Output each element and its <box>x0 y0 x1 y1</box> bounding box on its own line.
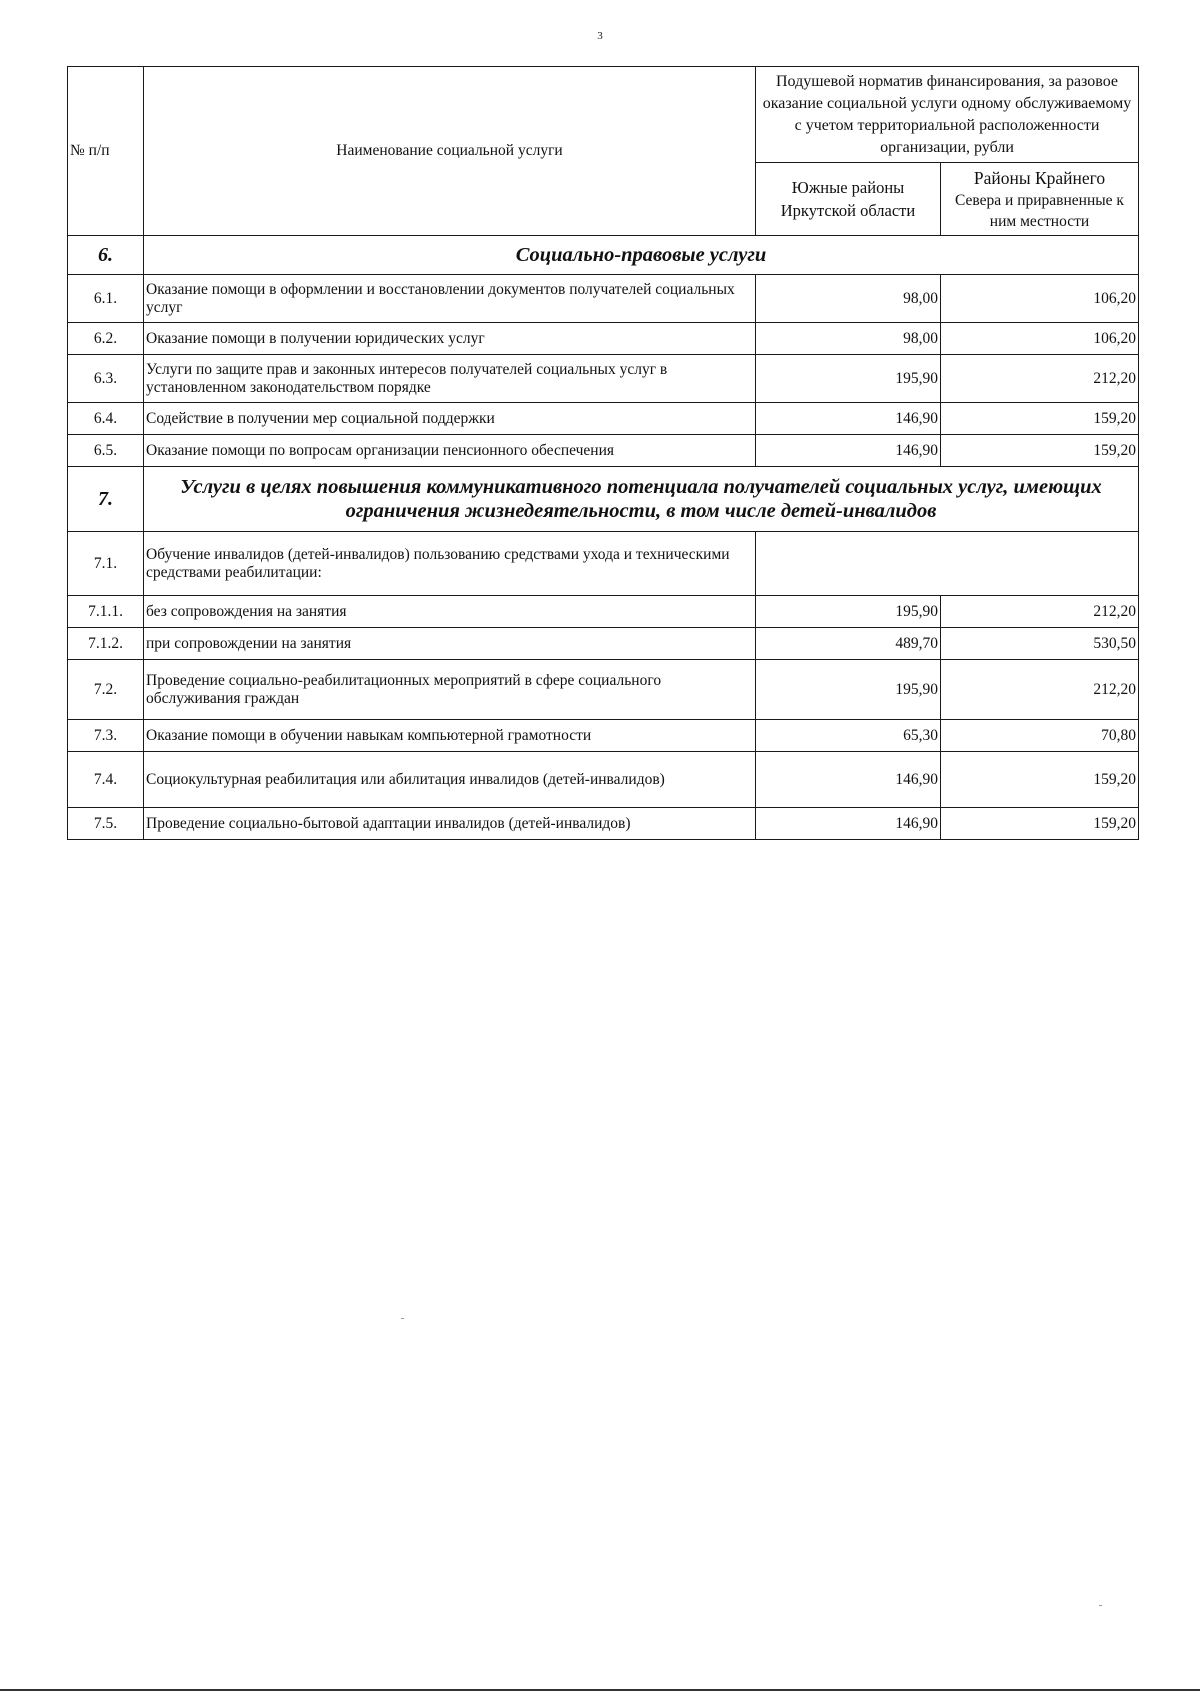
table-row <box>68 752 1139 808</box>
row-service-name: Социокультурная реабилитация или абилитация инвалидов (детей-инвалидов) <box>144 752 756 808</box>
row-number: 6.1. <box>68 275 144 323</box>
table-row <box>68 403 1139 435</box>
header-south-regions: Южные районы Иркутской области <box>756 163 941 236</box>
row-number: 6.4. <box>68 403 144 435</box>
row-south-value: 146,90 <box>756 752 941 808</box>
table-row <box>68 323 1139 355</box>
table-row <box>68 435 1139 467</box>
scan-speck <box>401 1318 404 1319</box>
table-row <box>68 275 1139 323</box>
row-south-value: 98,00 <box>756 323 941 355</box>
section-title: Социально-правовые услуги <box>144 236 1139 275</box>
row-empty-value <box>756 532 1139 596</box>
header-north-line1: Районы Крайнего <box>973 167 1106 188</box>
row-number: 7.5. <box>68 808 144 840</box>
row-service-name: Содействие в получении мер социальной поддержки <box>144 403 756 435</box>
table-row <box>68 355 1139 403</box>
section-row <box>68 236 1139 275</box>
row-service-name: Обучение инвалидов (детей-инвалидов) пользованию средствами ухода и техническими средствами реабилитации: <box>144 532 756 596</box>
row-number: 6.3. <box>68 355 144 403</box>
row-south-value: 65,30 <box>756 720 941 752</box>
row-number: 7.1.2. <box>68 628 144 660</box>
row-north-value: 159,20 <box>941 808 1139 840</box>
row-number: 7.4. <box>68 752 144 808</box>
row-south-value: 195,90 <box>756 660 941 720</box>
row-service-name: Оказание помощи по вопросам организации пенсионного обеспечения <box>144 435 756 467</box>
row-south-value: 195,90 <box>756 596 941 628</box>
table-row <box>68 720 1139 752</box>
row-south-value: 195,90 <box>756 355 941 403</box>
header-name: Наименование социальной услуги <box>144 67 756 236</box>
row-service-name: без сопровождения на занятия <box>144 596 756 628</box>
scan-bottom-edge <box>0 1689 1200 1691</box>
row-north-value: 106,20 <box>941 275 1139 323</box>
row-service-name: Оказание помощи в обучении навыкам компьютерной грамотности <box>144 720 756 752</box>
services-table <box>67 66 1139 840</box>
row-service-name: при сопровождении на занятия <box>144 628 756 660</box>
table-row <box>68 808 1139 840</box>
row-south-value: 146,90 <box>756 808 941 840</box>
table-row <box>68 660 1139 720</box>
row-north-value: 212,20 <box>941 660 1139 720</box>
row-number: 7.1.1. <box>68 596 144 628</box>
section-number: 7. <box>68 467 144 532</box>
section-number: 6. <box>68 236 144 275</box>
table-row <box>68 532 1139 596</box>
row-north-value: 106,20 <box>941 323 1139 355</box>
row-south-value: 489,70 <box>756 628 941 660</box>
row-north-value: 70,80 <box>941 720 1139 752</box>
row-north-value: 159,20 <box>941 403 1139 435</box>
row-south-value: 146,90 <box>756 403 941 435</box>
header-north-regions <box>941 163 1139 236</box>
row-service-name: Оказание помощи в оформлении и восстановлении документов получателей социальных услуг <box>144 275 756 323</box>
row-service-name: Оказание помощи в получении юридических услуг <box>144 323 756 355</box>
row-south-value: 98,00 <box>756 275 941 323</box>
row-service-name: Проведение социально-бытовой адаптации инвалидов (детей-инвалидов) <box>144 808 756 840</box>
row-service-name: Проведение социально-реабилитационных мероприятий в сфере социального обслуживания граждан <box>144 660 756 720</box>
row-service-name: Услуги по защите прав и законных интересов получателей социальных услуг в установленном законодательством порядке <box>144 355 756 403</box>
header-north-line2: Севера и приравненные к ним местности <box>955 191 1124 230</box>
row-south-value: 146,90 <box>756 435 941 467</box>
scan-speck <box>1099 1605 1102 1606</box>
row-north-value: 212,20 <box>941 355 1139 403</box>
header-funding-norm: Подушевой норматив финансирования, за разовое оказание социальной услуги одному обслуживаемому с учетом территориальной расположенности организации, рубли <box>756 67 1139 163</box>
table-row <box>68 596 1139 628</box>
section-title: Услуги в целях повышения коммуникативного потенциала получателей социальных услуг, имеющих ограничения жизнедеятельности, в том числе детей-инвалидов <box>144 467 1139 532</box>
section-row <box>68 467 1139 532</box>
row-number: 6.2. <box>68 323 144 355</box>
row-number: 7.2. <box>68 660 144 720</box>
row-number: 7.1. <box>68 532 144 596</box>
row-north-value: 530,50 <box>941 628 1139 660</box>
row-north-value: 159,20 <box>941 435 1139 467</box>
table-row <box>68 628 1139 660</box>
row-north-value: 159,20 <box>941 752 1139 808</box>
row-number: 6.5. <box>68 435 144 467</box>
page-number: 3 <box>597 30 603 42</box>
header-num: № п/п <box>68 67 144 236</box>
row-north-value: 212,20 <box>941 596 1139 628</box>
row-number: 7.3. <box>68 720 144 752</box>
